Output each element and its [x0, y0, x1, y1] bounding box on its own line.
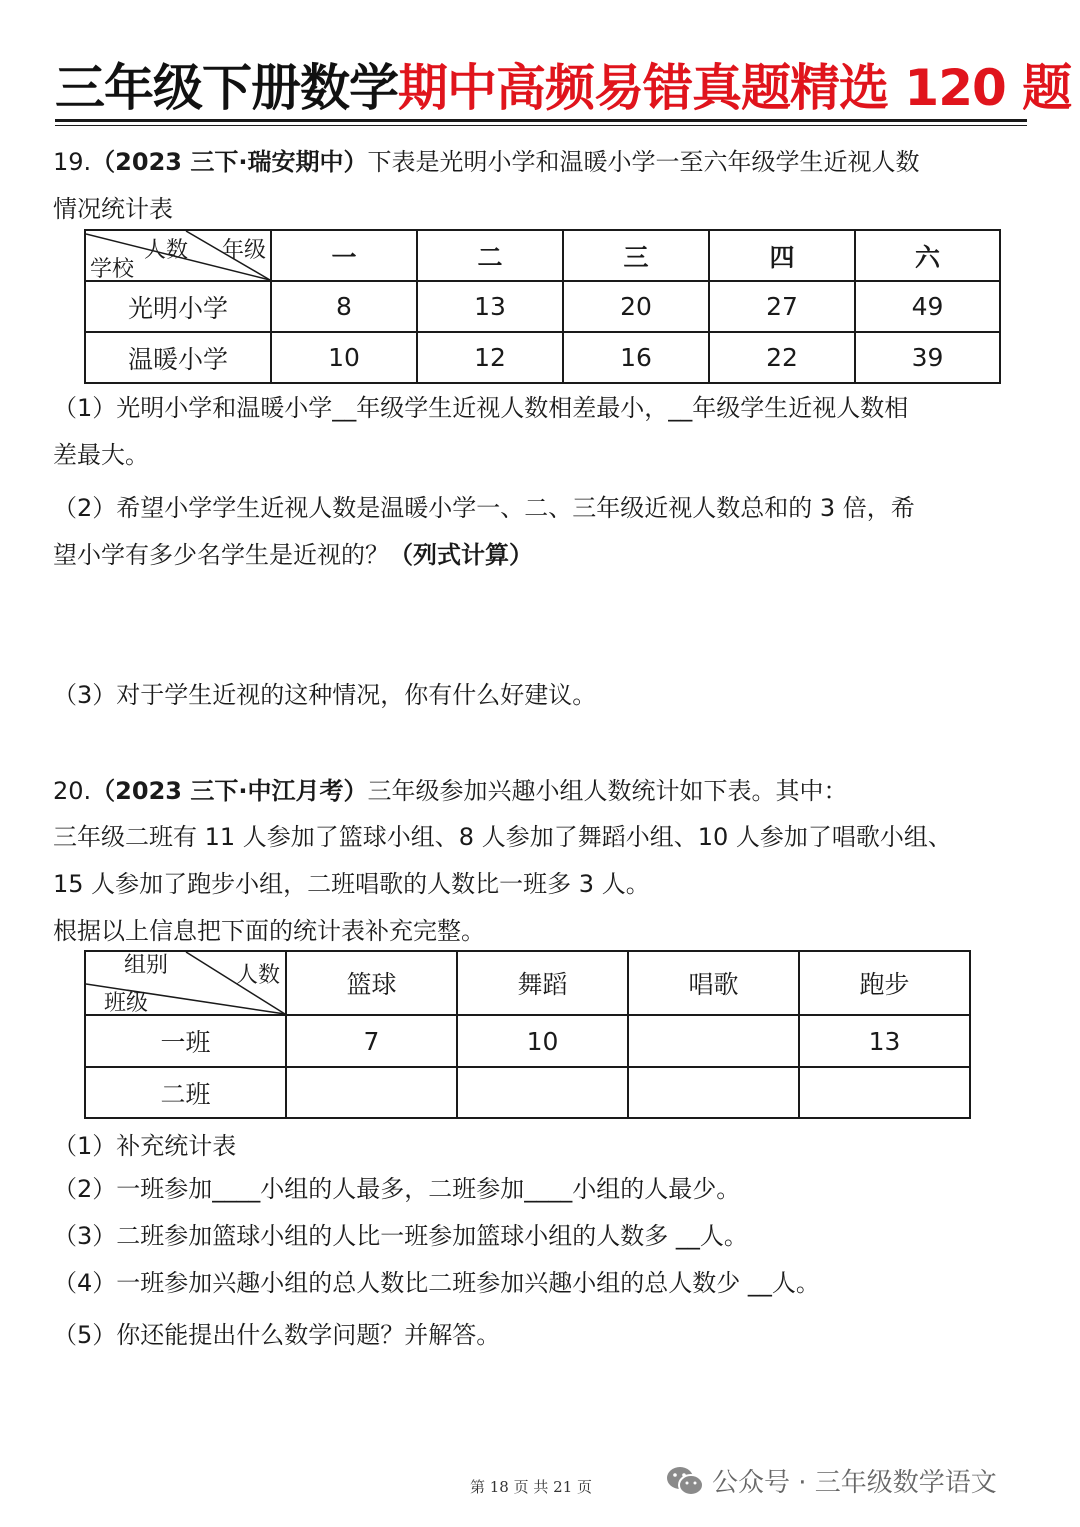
page-number: 第 18 页 共 21 页 — [470, 1478, 593, 1496]
q19-corner-school: 学校 — [90, 257, 135, 282]
q20-part4: （4）一班参加兴趣小组的总人数比二班参加兴趣小组的总人数少 __人。 — [53, 1269, 820, 1297]
q20-cell: 13 — [799, 1015, 970, 1067]
q19-part1-line2: 差最大。 — [53, 441, 149, 469]
q20-corner-group: 组别 — [124, 953, 169, 978]
q20-part5: （5）你还能提出什么数学问题？并解答。 — [53, 1321, 501, 1349]
q19-table — [84, 229, 1001, 384]
q19-part2-line1: （2）希望小学学生近视人数是温暖小学一、二、三年级近视人数总和的 3 倍，希 — [53, 494, 915, 522]
q20-cell-blank[interactable] — [628, 1015, 799, 1067]
q19-cell: 49 — [855, 281, 1000, 332]
q20-line2: 三年级二班有 11 人参加了篮球小组、8 人参加了舞蹈小组、10 人参加了唱歌小组、 — [53, 823, 952, 851]
q19-number: 19. — [53, 148, 92, 176]
q20-class-name: 二班 — [85, 1067, 286, 1118]
q19-grade-header: 一 — [271, 230, 417, 281]
q20-group-header: 舞蹈 — [457, 951, 628, 1015]
q19-part1-line1: （1）光明小学和温暖小学__年级学生近视人数相差最小，__年级学生近视人数相 — [53, 394, 909, 422]
q19-grade-header: 六 — [855, 230, 1000, 281]
title-part-black: 三年级下册数学 — [55, 59, 398, 117]
q20-corner-cell — [85, 951, 286, 1015]
q19-cell: 39 — [855, 332, 1000, 383]
table-row — [85, 1015, 970, 1067]
q19-cell: 12 — [417, 332, 563, 383]
q19-corner-cell — [85, 230, 271, 281]
wechat-icon — [666, 1465, 704, 1497]
q19-intro — [53, 145, 919, 179]
q20-line3: 15 人参加了跑步小组，二班唱歌的人数比一班多 3 人。 — [53, 870, 650, 898]
q19-part2-note: （列式计算） — [389, 541, 533, 569]
q20-part2: （2）一班参加____小组的人最多，二班参加____小组的人最少。 — [53, 1175, 741, 1203]
q19-cell: 13 — [417, 281, 563, 332]
q20-number: 20. — [53, 777, 92, 805]
q20-intro — [53, 774, 847, 808]
table-row — [85, 281, 1000, 332]
q19-cell: 27 — [709, 281, 855, 332]
q19-source: （2023 三下·瑞安期中） — [91, 148, 368, 176]
q20-group-header: 跑步 — [799, 951, 970, 1015]
q19-intro-line2: 情况统计表 — [53, 195, 173, 223]
q20-table — [84, 950, 971, 1119]
q19-intro-text: 下表是光明小学和温暖小学一至六年级学生近视人数 — [367, 148, 920, 176]
title-rule-thick — [55, 119, 1027, 122]
q20-corner-count: 人数 — [236, 963, 281, 988]
q19-part2-text: 望小学有多少名学生是近视的？ — [53, 541, 389, 569]
table-row — [85, 1067, 970, 1118]
q20-cell: 10 — [457, 1015, 628, 1067]
q19-corner-grade: 年级 — [222, 238, 267, 263]
q20-cell: 7 — [286, 1015, 457, 1067]
q20-cell-blank[interactable] — [286, 1067, 457, 1118]
wechat-brand-text: 公众号 · 三年级数学语文 — [712, 1468, 997, 1498]
q20-header-row — [85, 951, 970, 1015]
q19-grade-header: 三 — [563, 230, 709, 281]
q20-cell-blank[interactable] — [457, 1067, 628, 1118]
title-rule-thin — [55, 125, 1027, 126]
q20-class-name: 一班 — [85, 1015, 286, 1067]
q20-part3: （3）二班参加篮球小组的人比一班参加篮球小组的人数多 __人。 — [53, 1222, 748, 1250]
q19-part2-line2 — [53, 538, 533, 572]
title-part-red: 期中高频易错真题精选 120 题 — [398, 59, 1072, 117]
q19-cell: 10 — [271, 332, 417, 383]
q19-school-name: 光明小学 — [85, 281, 271, 332]
q19-school-name: 温暖小学 — [85, 332, 271, 383]
q20-line4: 根据以上信息把下面的统计表补充完整。 — [53, 917, 485, 945]
q19-corner-count: 人数 — [144, 238, 189, 263]
q19-cell: 8 — [271, 281, 417, 332]
q19-grade-header: 二 — [417, 230, 563, 281]
q19-cell: 22 — [709, 332, 855, 383]
q20-source: （2023 三下·中江月考） — [91, 777, 368, 805]
q20-cell-blank[interactable] — [628, 1067, 799, 1118]
q19-cell: 20 — [563, 281, 709, 332]
q20-corner-class: 班级 — [104, 991, 149, 1016]
q20-cell-blank[interactable] — [799, 1067, 970, 1118]
q20-group-header: 唱歌 — [628, 951, 799, 1015]
q19-part3: （3）对于学生近视的这种情况，你有什么好建议。 — [53, 681, 597, 709]
table-row — [85, 332, 1000, 383]
wechat-brand — [666, 1462, 997, 1499]
q20-group-header: 篮球 — [286, 951, 457, 1015]
q19-cell: 16 — [563, 332, 709, 383]
page-title — [55, 58, 1072, 118]
q20-part1: （1）补充统计表 — [53, 1132, 237, 1160]
q19-header-row — [85, 230, 1000, 281]
q19-grade-header: 四 — [709, 230, 855, 281]
q20-intro-text: 三年级参加兴趣小组人数统计如下表。其中： — [367, 777, 848, 805]
